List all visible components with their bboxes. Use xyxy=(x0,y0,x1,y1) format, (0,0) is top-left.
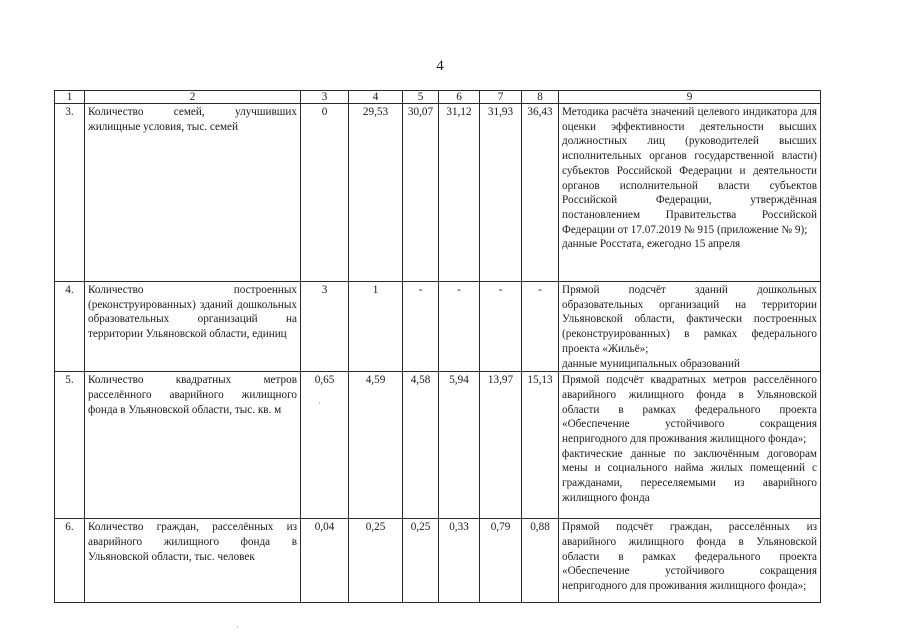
methodology-text: Прямой подсчёт зданий дошкольных образовательных организаций на территории Ульяновской области, фактически построенных (реконструированных) в рамках федерального проекта «Жильё»; xyxy=(562,284,817,355)
scan-speck: · xyxy=(236,622,239,632)
value-cell: 29,53 xyxy=(349,104,403,282)
header-cell: 9 xyxy=(559,91,821,104)
value-cell: 13,97 xyxy=(480,372,522,519)
methodology-text: данные муниципальных образований xyxy=(562,357,741,370)
value-cell: 0,25 xyxy=(349,519,403,603)
value-cell: 4,58 xyxy=(403,372,439,519)
page-number: 4 xyxy=(436,58,444,74)
indicator-name: Количество квадратных метров расселённого аварийного жилищного фонда в Ульяновской области, тыс. кв. м xyxy=(85,372,301,519)
header-cell: 7 xyxy=(480,91,522,104)
value-cell: 36,43 xyxy=(522,104,559,282)
indicator-table xyxy=(54,90,821,603)
value-cell: - xyxy=(480,282,522,372)
value-cell: 0,25 xyxy=(403,519,439,603)
table-row xyxy=(55,104,821,282)
header-cell: 2 xyxy=(85,91,301,104)
header-cell: 3 xyxy=(301,91,349,104)
value-cell: 30,07 xyxy=(403,104,439,282)
table-row xyxy=(55,372,821,519)
value-cell: 0,65 xyxy=(301,372,349,519)
methodology-cell xyxy=(559,104,821,282)
table-row xyxy=(55,519,821,603)
value-cell: 0,33 xyxy=(439,519,480,603)
value-cell: 1 xyxy=(349,282,403,372)
methodology-text: данные Росстата, ежегодно 15 апреля xyxy=(562,238,741,251)
row-index: 3. xyxy=(55,104,85,282)
value-cell: 0,88 xyxy=(522,519,559,603)
header-cell: 6 xyxy=(439,91,480,104)
methodology-cell xyxy=(559,372,821,519)
row-index: 6. xyxy=(55,519,85,603)
value-cell: 0,04 xyxy=(301,519,349,603)
header-row xyxy=(55,91,821,104)
indicator-name: Количество граждан, расселённых из аварийного жилищного фонда в Ульяновской области, тыс. человек xyxy=(85,519,301,603)
methodology-cell xyxy=(559,282,821,372)
value-cell: - xyxy=(522,282,559,372)
scan-speck: · xyxy=(318,398,321,408)
indicator-name: Количество семей, улучшивших жилищные условия, тыс. семей xyxy=(85,104,301,282)
header-cell: 1 xyxy=(55,91,85,104)
indicator-name: Количество построенных (реконструированных) зданий дошкольных образовательных организаций на территории Ульяновской области, единиц xyxy=(85,282,301,372)
value-cell: 0,79 xyxy=(480,519,522,603)
value-cell: 4,59 xyxy=(349,372,403,519)
table-row xyxy=(55,282,821,372)
row-index: 5. xyxy=(55,372,85,519)
value-cell: 15,13 xyxy=(522,372,559,519)
methodology-cell xyxy=(559,519,821,603)
header-cell: 8 xyxy=(522,91,559,104)
value-cell: - xyxy=(439,282,480,372)
value-cell: 5,94 xyxy=(439,372,480,519)
methodology-text: Прямой подсчёт квадратных метров расселённого аварийного жилищного фонда в Ульяновской области в рамках федерального проекта «Обеспечение устойчивого сокращения непригодного для проживания жилищного фонда»; xyxy=(562,374,817,446)
row-index: 4. xyxy=(55,282,85,372)
header-cell: 5 xyxy=(403,91,439,104)
value-cell: 31,12 xyxy=(439,104,480,282)
value-cell: 3 xyxy=(301,282,349,372)
methodology-text: фактические данные по заключённым договорам мены и социального найма жилых помещений с гражданами, переселяемыми из аварийного жилищного фонда xyxy=(562,447,817,504)
header-cell: 4 xyxy=(349,91,403,104)
methodology-text: Прямой подсчёт граждан, расселённых из аварийного жилищного фонда в Ульяновской области в рамках федерального проекта «Обеспечение устойчивого сокращения непригодного для проживания жилищного фонда»; xyxy=(562,521,817,593)
methodology-text: Методика расчёта значений целевого индикатора для оценки эффективности деятельности высших должностных лиц (руководителей высших исполнительных органов государственной власти) субъектов Российской Федерации и деятельности органов исполнительной власти субъектов Российской Федерации, утверждённая постановлением Правительства Российской Федерации от 17.07.2019 № 915 (приложение № 9); xyxy=(562,106,817,236)
value-cell: 0 xyxy=(301,104,349,282)
value-cell: 31,93 xyxy=(480,104,522,282)
value-cell: - xyxy=(403,282,439,372)
